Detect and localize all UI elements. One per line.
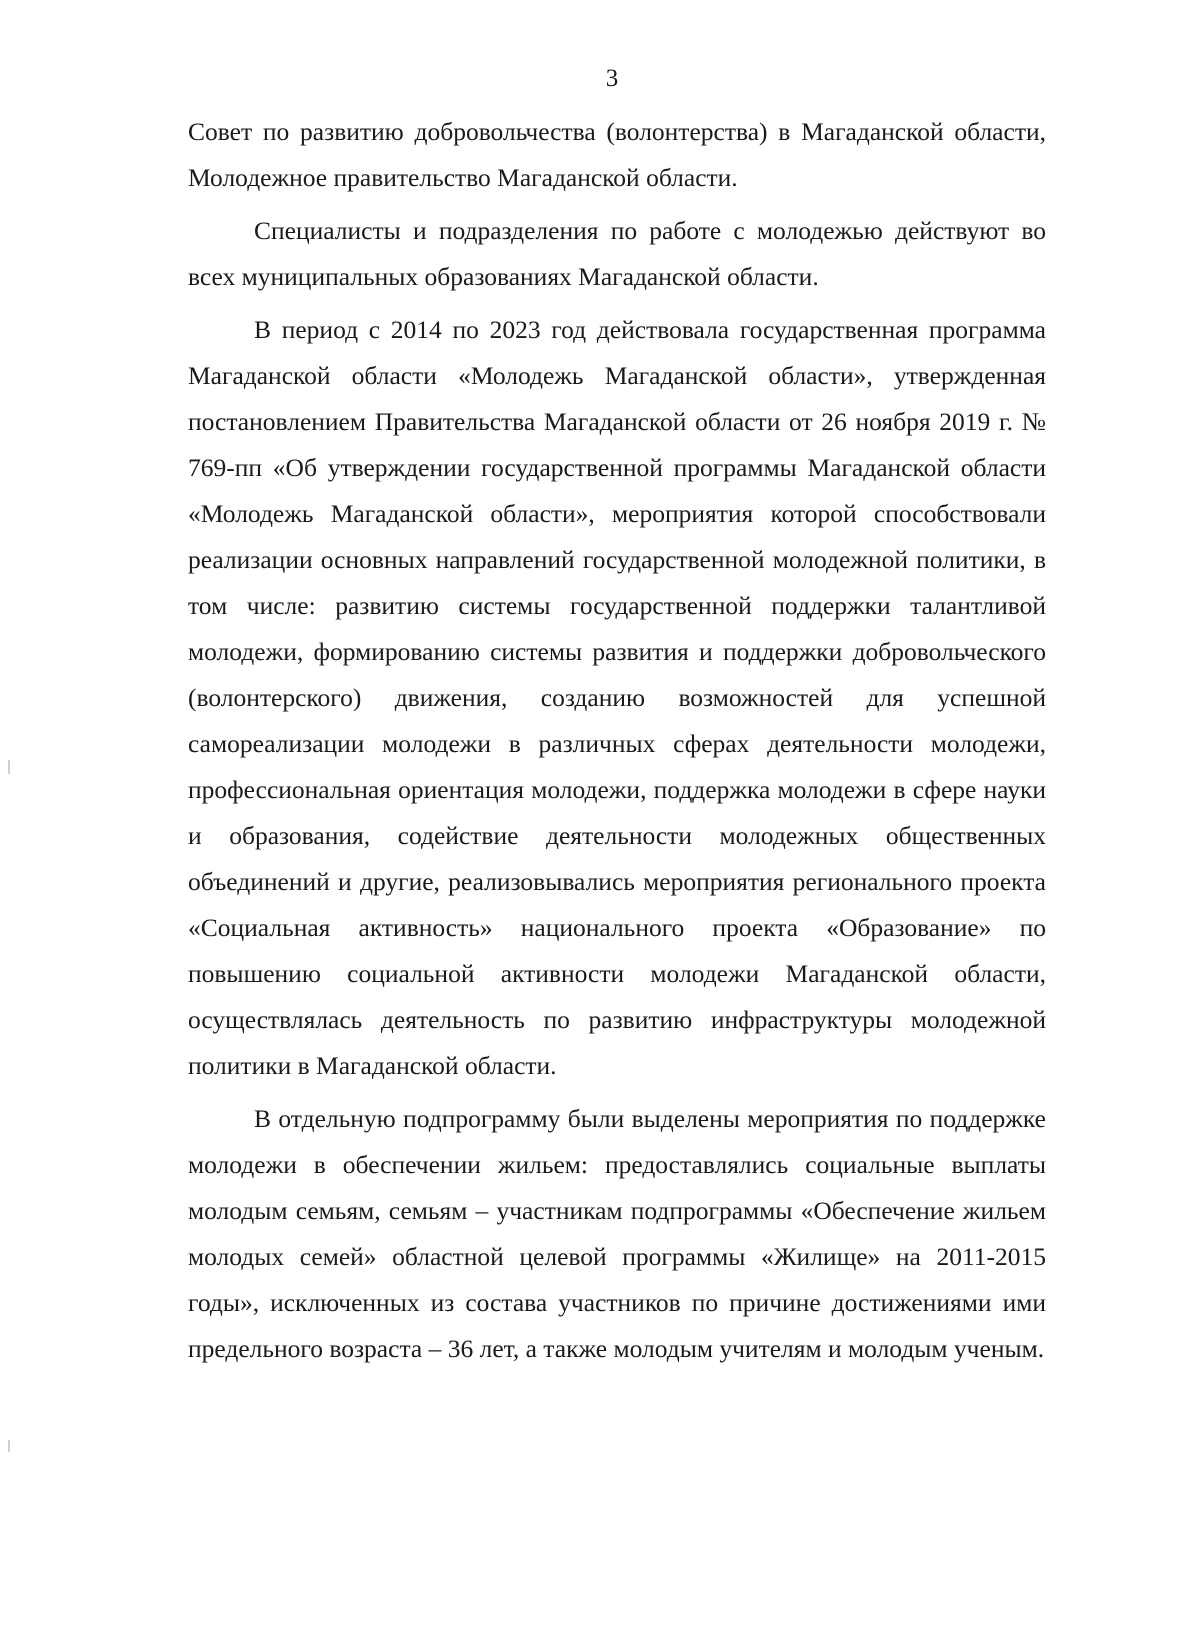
paragraph-state-program: В период с 2014 по 2023 год действовала государственная программа Магаданской области «Молодежь Магаданской области», утвержденная постановлением Правительства Магаданской области от 26 ноября 2019 г. № 769-пп «Об утверждении государственной программы Магаданской области «Молодежь Магаданской области», мероприятия которой способствовали реализации основных направлений государственной молодежной политики, в том числе: развитию системы государственной поддержки талантливой молодежи, формированию системы развития и поддержки добровольческого (волонтерского) движения, созданию возможностей для успешной самореализации молодежи в различных сферах деятельности молодежи, профессиональная ориентация молодежи, поддержка молодежи в сфере науки и образования, содействие деятельности молодежных общественных объединений и другие, реализовывались мероприятия регионального проекта «Социальная активность» национального проекта «Образование» по повышению социальной активности молодежи Магаданской области, осуществлялась деятельность по развитию инфраструктуры молодежной политики в Магаданской области. [188,315,1046,1080]
scan-artifact [8,760,10,774]
page-number: 3 [605,65,619,92]
paragraph-continuation: Совет по развитию добровольчества (волонтерства) в Магаданской области, Молодежное правительство Магаданской области. [188,117,1046,192]
paragraph-specialists: Специалисты и подразделения по работе с молодежью действуют во всех муниципальных образованиях Магаданской области. [188,216,1046,291]
scan-artifact [8,1440,10,1452]
document-body [188,109,1046,1372]
paragraph-housing-subprogram: В отдельную подпрограмму были выделены мероприятия по поддержке молодежи в обеспечении жильем: предоставлялись социальные выплаты молодым семьям, семьям – участникам подпрограммы «Обеспечение жильем молодых семей» областной целевой программы «Жилище» на 2011-2015 годы», исключенных из состава участников по причине достижениями ими предельного возраста – 36 лет, а также молодым учителям и молодым ученым. [188,1104,1046,1363]
